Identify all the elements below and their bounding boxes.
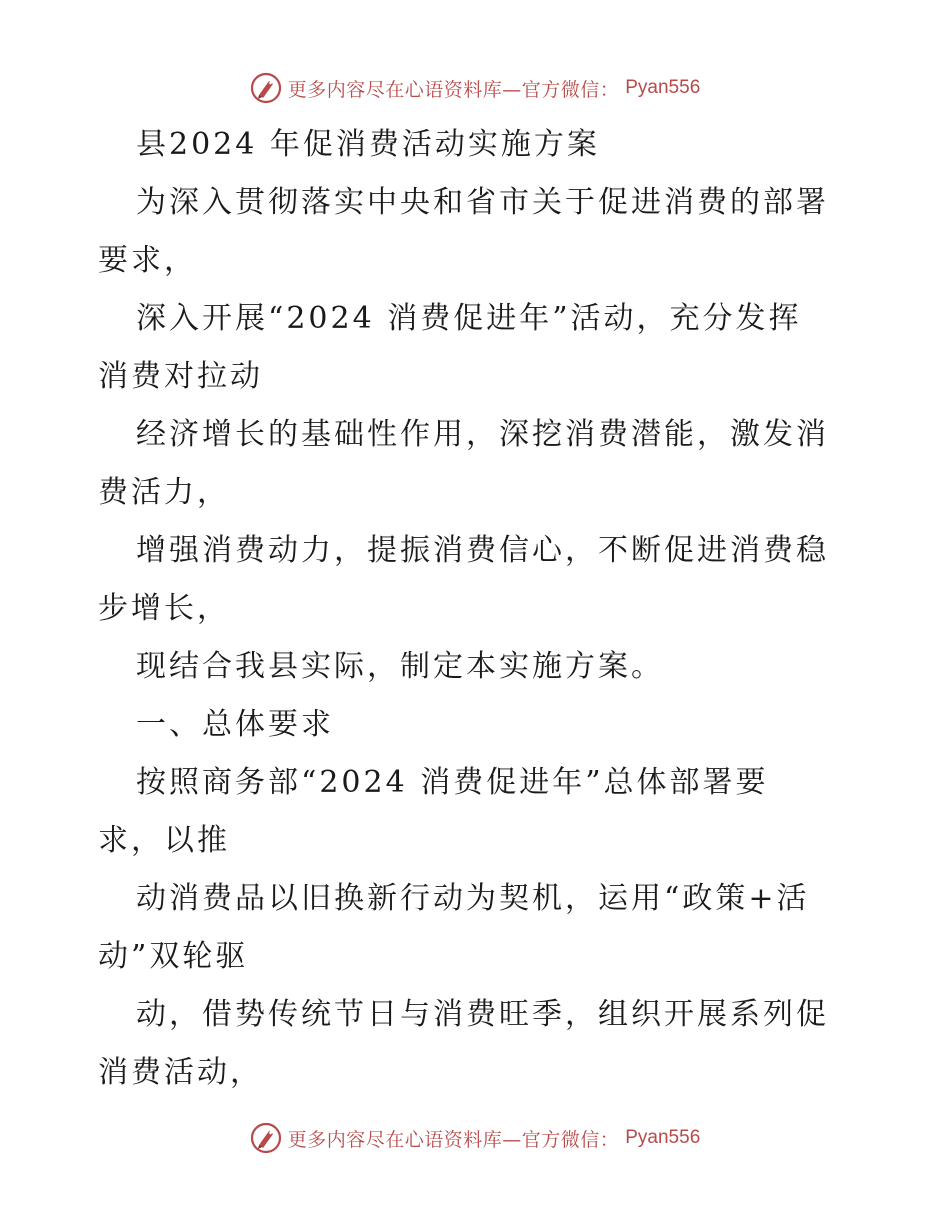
text-line: 增强消费动力，提振消费信心，不断促进消费稳 (136, 533, 829, 568)
text-line: 步增长， (98, 591, 230, 626)
watermark-text: 更多内容尽在心语资料库—官方微信： (287, 78, 620, 101)
text-line: 为深入贯彻落实中央和省市关于促进消费的部署 (136, 185, 829, 220)
pen-nib-logo-icon (250, 72, 282, 104)
text-line: 动消费品以旧换新行动为契机，运用“政策+活 (136, 881, 810, 916)
watermark-footer (0, 1122, 950, 1154)
text-line: 按照商务部“2024 消费促进年”总体部署要 (136, 765, 769, 800)
text-line: 动”双轮驱 (98, 939, 249, 974)
text-line: 消费对拉动 (98, 359, 263, 394)
text-line: 要求， (98, 243, 197, 278)
text-line: 现结合我县实际，制定本实施方案。 (136, 649, 664, 684)
text-line: 动，借势传统节日与消费旺季，组织开展系列促 (136, 997, 829, 1032)
document-body (98, 116, 858, 1102)
watermark-handle: Pyan556 (625, 1127, 701, 1148)
text-line: 费活力， (98, 475, 230, 510)
text-line: 深入开展“2024 消费促进年”活动，充分发挥 (136, 301, 802, 336)
text-line: 求，以推 (98, 823, 230, 858)
watermark-handle: Pyan556 (625, 77, 701, 98)
text-line: 消费活动， (98, 1055, 263, 1090)
pen-nib-logo-icon (250, 1122, 282, 1154)
watermark-text: 更多内容尽在心语资料库—官方微信： (287, 1128, 620, 1151)
watermark-header (0, 72, 950, 104)
text-line: 县2024 年促消费活动实施方案 (136, 127, 600, 162)
text-line: 经济增长的基础性作用，深挖消费潜能，激发消 (136, 417, 829, 452)
text-line: 一、总体要求 (136, 707, 334, 742)
